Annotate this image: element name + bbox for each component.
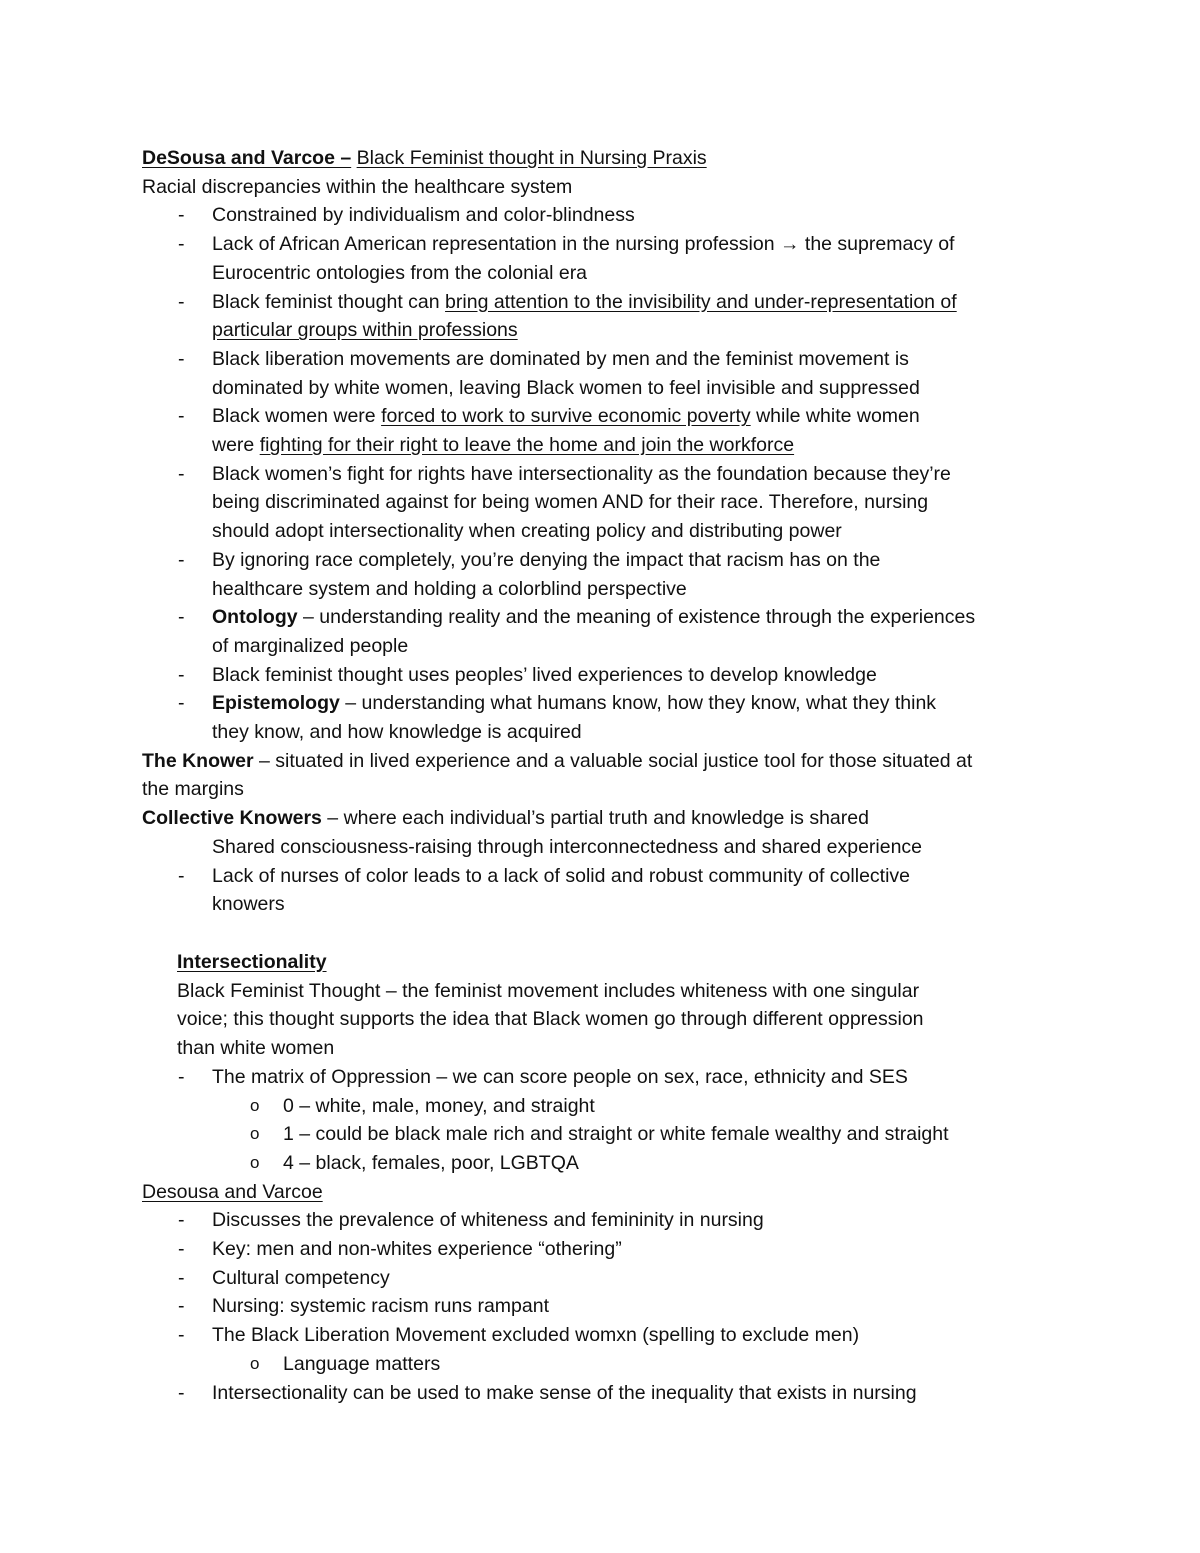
dash-bullet: - xyxy=(178,405,185,428)
list-item: - Constrained by individualism and color-blindness xyxy=(142,201,1082,230)
circle-bullet: o xyxy=(250,1353,260,1373)
section-heading-desousa: Desousa and Varcoe xyxy=(142,1180,323,1203)
list-item-continuation: dominated by white women, leaving Black women to feel invisible and suppressed xyxy=(212,376,920,399)
paragraph-line: Black Feminist Thought – the feminist movement includes whiteness with one singular xyxy=(177,979,920,1002)
list-item: - Lack of nurses of color leads to a lack of solid and robust community of collective xyxy=(142,862,1082,891)
list-item: - Black feminist thought uses peoples’ lived experiences to develop knowledge xyxy=(142,661,1082,690)
dash-bullet: - xyxy=(178,1065,185,1088)
blank-line xyxy=(142,919,1082,948)
dash-bullet: - xyxy=(178,1238,185,1261)
paragraph-line: than white women xyxy=(177,1037,335,1060)
list-item: - Cultural competency xyxy=(142,1264,1082,1293)
term-epistemology: Epistemology xyxy=(212,692,340,715)
title-topic: Black Feminist thought in Nursing Praxis xyxy=(356,147,707,169)
dash-bullet: - xyxy=(178,204,185,227)
list-item: - Epistemology – understanding what humans know, how they know, what they think xyxy=(142,689,1082,718)
dash-bullet: - xyxy=(178,548,185,571)
section-intro: Racial discrepancies within the healthcare system xyxy=(142,175,573,198)
sub-list-item: o 0 – white, male, money, and straight xyxy=(142,1092,1082,1121)
list-item: - Intersectionality can be used to make sense of the inequality that exists in nursing xyxy=(142,1379,1082,1408)
dash-bullet: - xyxy=(178,606,185,629)
underlined-phrase: particular groups within professions xyxy=(212,319,518,342)
dash-bullet: - xyxy=(178,1324,185,1347)
page-title xyxy=(142,144,1082,173)
dash-bullet: - xyxy=(178,347,185,370)
underlined-phrase: bring attention to the invisibility and under-representation of xyxy=(445,290,957,313)
circle-bullet: o xyxy=(250,1152,260,1172)
dash-bullet: - xyxy=(178,663,185,686)
list-item: - Discusses the prevalence of whiteness and femininity in nursing xyxy=(142,1206,1082,1235)
term-ontology: Ontology xyxy=(212,606,298,629)
dash-bullet: - xyxy=(178,1266,185,1289)
list-item-continuation xyxy=(142,316,1082,345)
section-heading-intersectionality: Intersectionality xyxy=(177,950,327,973)
list-item-continuation: should adopt intersectionality when creating policy and distributing power xyxy=(212,520,842,543)
underlined-phrase: forced to work to survive economic poverty xyxy=(381,405,751,428)
sub-list-item: o 4 – black, females, poor, LGBTQA xyxy=(142,1149,1082,1178)
dash-bullet: - xyxy=(178,1295,185,1318)
knower-definition: The Knower – situated in lived experience and a valuable social justice tool for those situated at xyxy=(142,749,973,772)
list-item-continuation: were fighting for their right to leave the home and join the workforce xyxy=(212,434,795,457)
circle-bullet: o xyxy=(250,1095,260,1115)
dash-bullet: - xyxy=(178,462,185,485)
paragraph-line: voice; this thought supports the idea that Black women go through different oppression xyxy=(177,1008,924,1031)
term-the-knower: The Knower xyxy=(142,749,254,772)
list-item-continuation: Eurocentric ontologies from the colonial era xyxy=(212,261,588,284)
circle-bullet: o xyxy=(250,1124,260,1144)
list-item: - By ignoring race completely, you’re denying the impact that racism has on the xyxy=(142,546,1082,575)
indented-note: Shared consciousness-raising through interconnectedness and shared experience xyxy=(212,835,923,858)
underlined-phrase: fighting for their right to leave the home and join the workforce xyxy=(259,434,795,457)
term-collective-knowers: Collective Knowers xyxy=(142,807,322,830)
list-item: - Lack of African American representation in the nursing profession → the supremacy of xyxy=(142,230,1082,259)
dash-bullet: - xyxy=(178,233,185,256)
dash-bullet: - xyxy=(178,1209,185,1232)
list-item: - Ontology – understanding reality and the meaning of existence through the experiences xyxy=(142,603,1082,632)
list-item: - Black women were forced to work to survive economic poverty while white women xyxy=(142,402,1082,431)
dash-bullet: - xyxy=(178,864,185,887)
list-item: - The matrix of Oppression – we can score people on sex, race, ethnicity and SES xyxy=(142,1063,1082,1092)
list-item: - Black liberation movements are dominated by men and the feminist movement is xyxy=(142,345,1082,374)
sub-list-item: o 1 – could be black male rich and straight or white female wealthy and straight xyxy=(142,1120,1082,1149)
dash-bullet: - xyxy=(178,1381,185,1404)
collective-knowers-definition: Collective Knowers – where each individual’s partial truth and knowledge is shared xyxy=(142,807,869,830)
list-item: - Key: men and non-whites experience “othering” xyxy=(142,1235,1082,1264)
list-item-continuation: being discriminated against for being women AND for their race. Therefore, nursing xyxy=(212,491,929,514)
list-item: - Black feminist thought can bring attention to the invisibility and under-representation of xyxy=(142,288,1082,317)
list-item-continuation: they know, and how knowledge is acquired xyxy=(212,721,582,744)
list-item-continuation: of marginalized people xyxy=(212,634,409,657)
list-item: - Nursing: systemic racism runs rampant xyxy=(142,1292,1082,1321)
dash-bullet: - xyxy=(178,290,185,313)
title-authors: DeSousa and Varcoe – xyxy=(142,147,352,169)
notes-body xyxy=(142,144,1082,1407)
list-item: - The Black Liberation Movement excluded womxn (spelling to exclude men) xyxy=(142,1321,1082,1350)
dash-bullet: - xyxy=(178,692,185,715)
list-item-continuation: knowers xyxy=(212,893,285,916)
sub-list-item: o Language matters xyxy=(142,1350,1082,1379)
list-item-continuation: healthcare system and holding a colorblind perspective xyxy=(212,577,687,600)
list-item: - Black women’s fight for rights have intersectionality as the foundation because they’re xyxy=(142,460,1082,489)
knower-continuation: the margins xyxy=(142,778,244,801)
